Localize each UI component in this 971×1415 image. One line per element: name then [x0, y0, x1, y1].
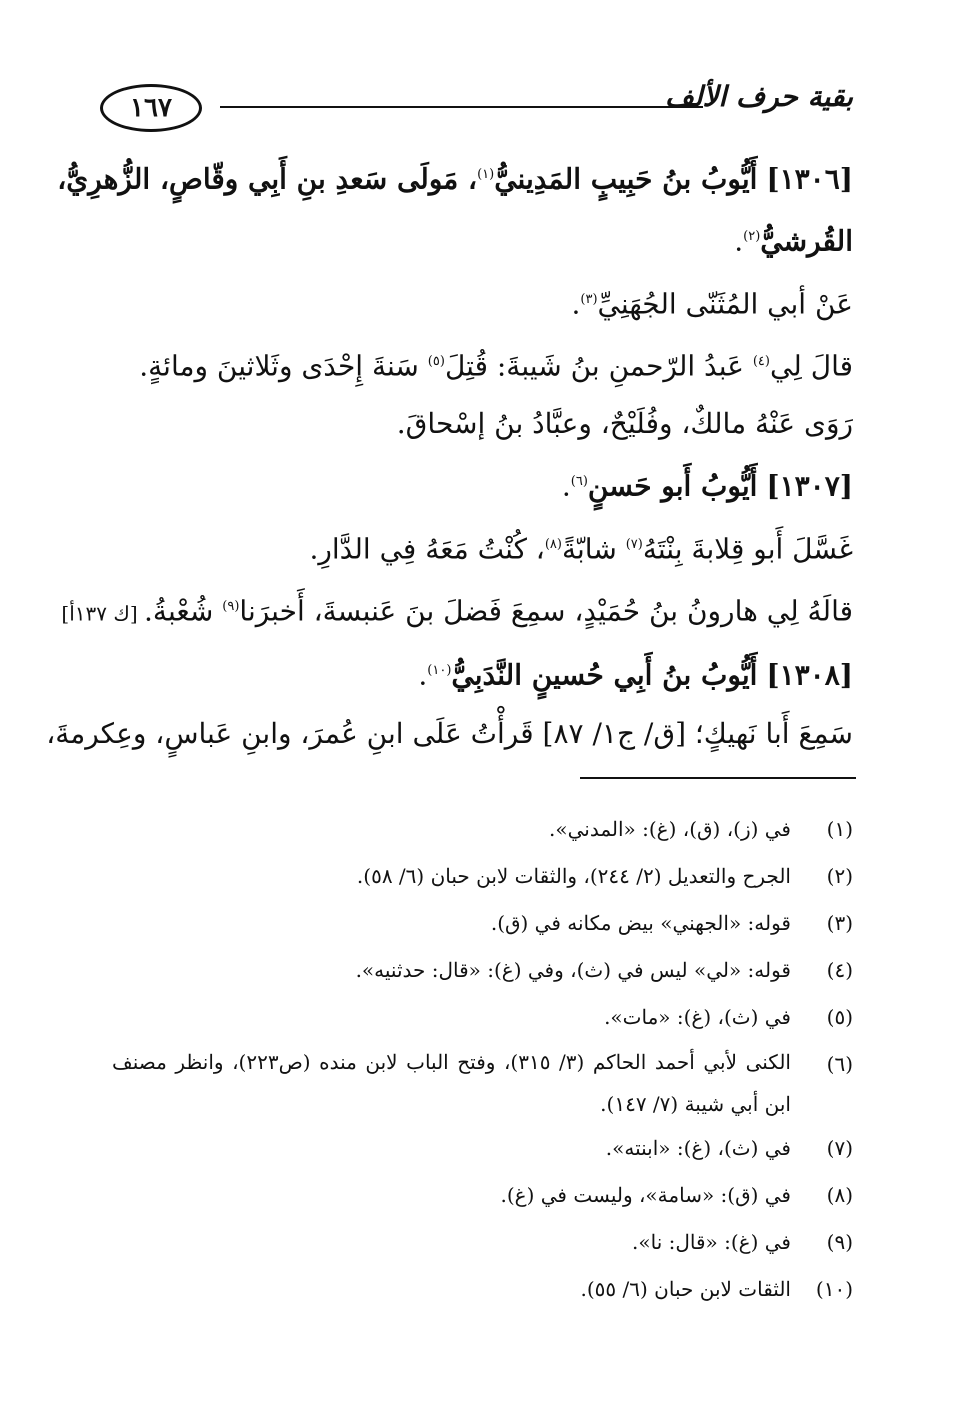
- footnote-5: (٥) في (ث)، (غ): «مات».: [604, 1005, 853, 1029]
- entry-nisba: القُرشيُّ: [760, 224, 853, 258]
- transmitters-line: رَوَى عَنْهُ مالكٌ، وفُلَيْحٌ، وعبَّادُ بنُ إسْحاقَ.: [396, 407, 853, 441]
- report-line: غَسَّلَ أَبو قِلابةَ بِنْتَهُ$^{(٧)}$ شابّةً$^{(٨)}$، كُنْتُ مَعَهُ فِي الدَّارِ.: [309, 531, 853, 565]
- running-head: بقية حرف الألف: [665, 80, 853, 113]
- death-report-line: قالَ لِي$^{(٤)}$ عَبدُ الرّحمنِ بنُ شَيبةَ: قُتِلَ$^{(٥)}$ سَنةَ إِحْدَى وثَلاثينَ ومائةٍ.: [139, 349, 853, 383]
- entry-1308-line: [١٣٠٨] أَيُّوبُ بنُ أَبِي حُسينٍ النَّدَبِيُّ$^{(١٠)}$.: [418, 658, 853, 692]
- footnote-ref: (١٠): [427, 663, 452, 679]
- entry-lineage: ، مَولَى سَعدِ بنِ أَبِي وقّاصٍ، الزُّهرِيُّ،: [57, 162, 478, 196]
- footnote-8: (٨) في (ق): «سامة»، وليست في (غ).: [500, 1183, 853, 1207]
- entry-1306-line-2: القُرشيُّ$^{(٢)}$.: [734, 224, 853, 258]
- footnote-7: (٧) في (ث)، (غ): «ابنته».: [605, 1136, 853, 1160]
- teachers-line: سَمِعَ أَبا نَهيكٍ؛ [ق/ ج١/ ٨٧] قَرأْتُ عَلَى ابنِ عُمرَ، وابنِ عَباسٍ، وعِكرمةَ،: [46, 716, 853, 750]
- entry-name: أَيُّوبُ بنُ حَبِيبٍ المَدِينيُّ: [494, 162, 758, 196]
- entry-number: [١٣٠٨]: [766, 658, 853, 692]
- footnotes: [112, 806, 853, 1313]
- footnote-ref: (١): [477, 167, 495, 182]
- main-text: [46, 146, 853, 763]
- footnote-ref: (٧): [625, 536, 643, 552]
- entry-number: [١٣٠٧]: [766, 469, 853, 503]
- footnote-1: (١) في (ز)، (ق)، (غ): «المدني».: [548, 817, 853, 841]
- entry-1306-line-1: [57, 146, 853, 208]
- manuscript-marker: [ك ١٣٧أ]: [61, 601, 145, 626]
- footnote-10: (١٠) الثقات لابن حبان (٦/ ٥٥).: [580, 1277, 853, 1301]
- footnote-ref: (٤): [752, 353, 770, 369]
- entry-number: [١٣٠٦]: [766, 162, 853, 196]
- isnad-line: قالَهُ لِي هارونُ بنُ حُمَيْدٍ، سمِعَ فَضلَ بنَ عَنبسةَ، أَخبرَنا$^{(٩)}$ شُعْبةُ. [ك ١٣٧أ]: [61, 594, 853, 628]
- footnote-3: (٣) قوله: «الجهني» بيض مكانه في (ق).: [490, 911, 853, 935]
- footnote-ref: (٨): [544, 536, 562, 552]
- footnote-ref: (٣): [580, 291, 598, 307]
- entry-name: أَيُّوبُ أَبو حَسنٍ: [587, 469, 758, 503]
- narrator-line: عَنْ أبي المُثَنّى الجُهَنِيِّ$^{(٣)}$.: [571, 286, 853, 320]
- footnote-2: (٢) الجرح والتعديل (٢/ ٢٤٤)، والثقات لابن حبان (٦/ ٥٨).: [356, 864, 853, 888]
- footnote-ref: (٦): [570, 474, 588, 490]
- page-header: [100, 80, 853, 130]
- footnote-9: (٩) في (غ): «قال: نا».: [632, 1230, 853, 1254]
- header-rule: [220, 106, 703, 108]
- footnote-6: (٦) الكنى لأبي أحمد الحاكم (٣/ ٣١٥)، وفتح الباب لابن منده (ص٢٢٣)، وانظر مصنف ابن أبي شيبة (٧/ ١٤٧).: [112, 1050, 853, 1116]
- entry-1307-line: [١٣٠٧] أَيُّوبُ أَبو حَسنٍ$^{(٦)}$.: [561, 469, 853, 503]
- entry-name: أَيُّوبُ بنُ أَبِي حُسينٍ النَّدَبِيُّ: [451, 658, 758, 692]
- page-number: ١٦٧: [100, 84, 202, 132]
- footnote-ref: (٢): [743, 229, 761, 245]
- footnote-4: (٤) قوله: «لي» ليس في (ث)، وفي (غ): «قال: حدثنيه».: [355, 958, 853, 982]
- footnote-separator: [580, 777, 856, 779]
- footnote-ref: (٩): [222, 598, 240, 614]
- footnote-ref: (٥): [427, 353, 445, 369]
